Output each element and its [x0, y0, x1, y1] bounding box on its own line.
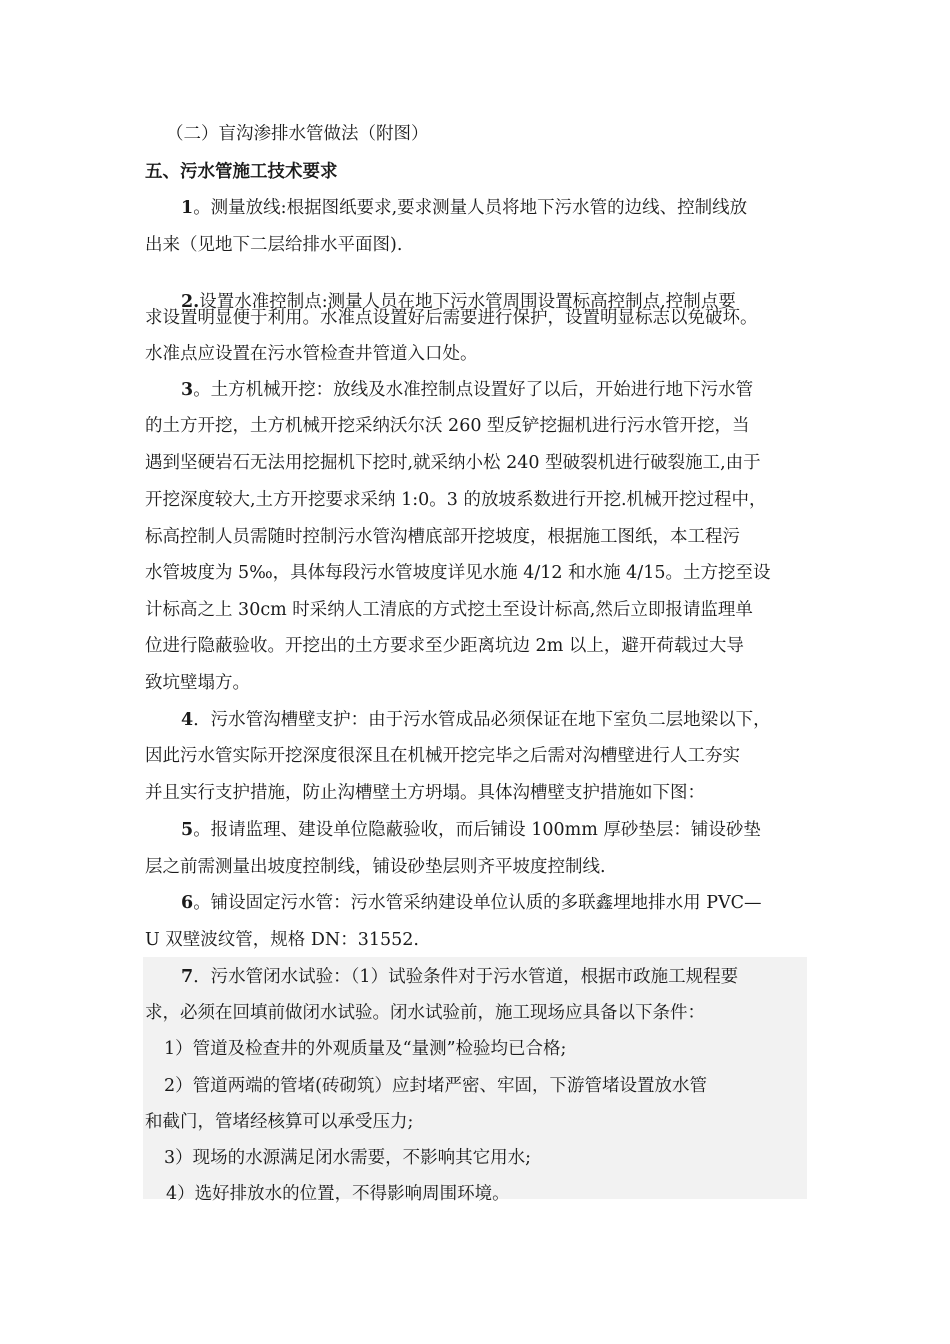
section-heading: 五、污水管施工技术要求: [145, 162, 338, 182]
para-3-line-7: 计标高之上 30cm 时采纳人工清底的方式挖土至设计标高,然后立即报请监理单: [145, 600, 753, 620]
para-1-line-1: [181, 196, 747, 220]
para-3-line-9: 致坑壁塌方。: [145, 673, 250, 693]
item-number: 2.: [181, 292, 200, 312]
para-3-line-1: [181, 378, 753, 402]
para-7-line-1: [181, 965, 738, 989]
text: 。铺设固定污水管：污水管采纳建设单位认质的多联鑫埋地排水用 PVC—: [193, 893, 762, 913]
item-number: 7: [181, 967, 194, 987]
para-5-line-2: 层之前需测量出坡度控制线，铺设砂垫层则齐平坡度控制线.: [145, 857, 606, 877]
condition-1: 1）管道及检查井的外观质量及“量测”检验均已合格;: [164, 1039, 567, 1059]
para-3-line-2: 的土方开挖，土方机械开挖采纳沃尔沃 260 型反铲挖掘机进行污水管开挖，当: [145, 416, 750, 436]
para-3-line-8: 位进行隐蔽验收。开挖出的土方要求至少距离坑边 2m 以上，避开荷载过大导: [145, 636, 744, 656]
text: 。土方机械开挖：放线及水准控制点设置好了以后，开始进行地下污水管: [193, 380, 754, 400]
para-3-line-6: 水管坡度为 5‰，具体每段污水管坡度详见水施 4/12 和水施 4/15。土方挖至设: [145, 563, 771, 583]
para-4-line-1: [181, 708, 771, 732]
para-5-line-1: [181, 818, 761, 842]
para-4-line-3: 并且实行支护措施，防止沟槽壁土方坍塌。具体沟槽壁支护措施如下图：: [145, 783, 705, 803]
condition-2-line-2: 和截门，管堵经核算可以承受压力;: [145, 1112, 414, 1132]
item-number: 1: [181, 198, 194, 218]
para-2-line-3: 水准点应设置在污水管检查井管道入口处。: [145, 344, 478, 364]
para-6-line-1: [181, 891, 762, 915]
para-1-line-2: 出来（见地下二层给排水平面图).: [145, 235, 403, 255]
item-number: 4: [181, 710, 194, 730]
para-4-line-2: 因此污水管实际开挖深度很深且在机械开挖完毕之后需对沟槽壁进行人工夯实: [145, 746, 740, 766]
item-number: 5: [181, 820, 194, 840]
para-3-line-3: 遇到坚硬岩石无法用挖掘机下挖时,就采纳小松 240 型破裂机进行破裂施工,由于: [145, 453, 761, 473]
condition-4: 4）选好排放水的位置，不得影响周围环境。: [166, 1184, 510, 1204]
text: 设置水准控制点:测量人员在地下污水管周围设置标高控制点,控制点要: [199, 292, 736, 312]
para-3-line-5: 标高控制人员需随时控制污水管沟槽底部开挖坡度，根据施工图纸，本工程污: [145, 527, 740, 547]
item-number: 3: [181, 380, 194, 400]
para-2-line-2: 求设置明显便于利用。水准点设置好后需要进行保护，设置明显标志以免破坏。: [145, 308, 758, 328]
condition-2-line-1: 2）管道两端的管堵(砖砌筑）应封堵严密、牢固，下游管堵设置放水管: [164, 1076, 707, 1096]
text: ．污水管闭水试验：（1）试验条件对于污水管道，根据市政施工规程要: [193, 967, 739, 987]
condition-3: 3）现场的水源满足闭水需要，不影响其它用水;: [164, 1148, 532, 1168]
subheading-blind-ditch: （二）盲沟渗排水管做法（附图）: [166, 124, 429, 144]
para-3-line-4: 开挖深度较大,土方开挖要求采纳 1:0。3 的放坡系数进行开挖.机械开挖过程中，: [145, 490, 767, 510]
para-7-line-2: 求，必须在回填前做闭水试验。闭水试验前，施工现场应具备以下条件：: [145, 1003, 705, 1023]
text: ．污水管沟槽壁支护：由于污水管成品必须保证在地下室负二层地梁以下，: [193, 710, 771, 730]
para-6-line-2: U 双壁波纹管，规格 DN：31552.: [145, 930, 419, 950]
item-number: 6: [181, 893, 194, 913]
text: 。测量放线:根据图纸要求,要求测量人员将地下污水管的边线、控制线放: [193, 198, 748, 218]
text: 。报请监理、建设单位隐蔽验收，而后铺设 100mm 厚砂垫层：铺设砂垫: [193, 820, 761, 840]
